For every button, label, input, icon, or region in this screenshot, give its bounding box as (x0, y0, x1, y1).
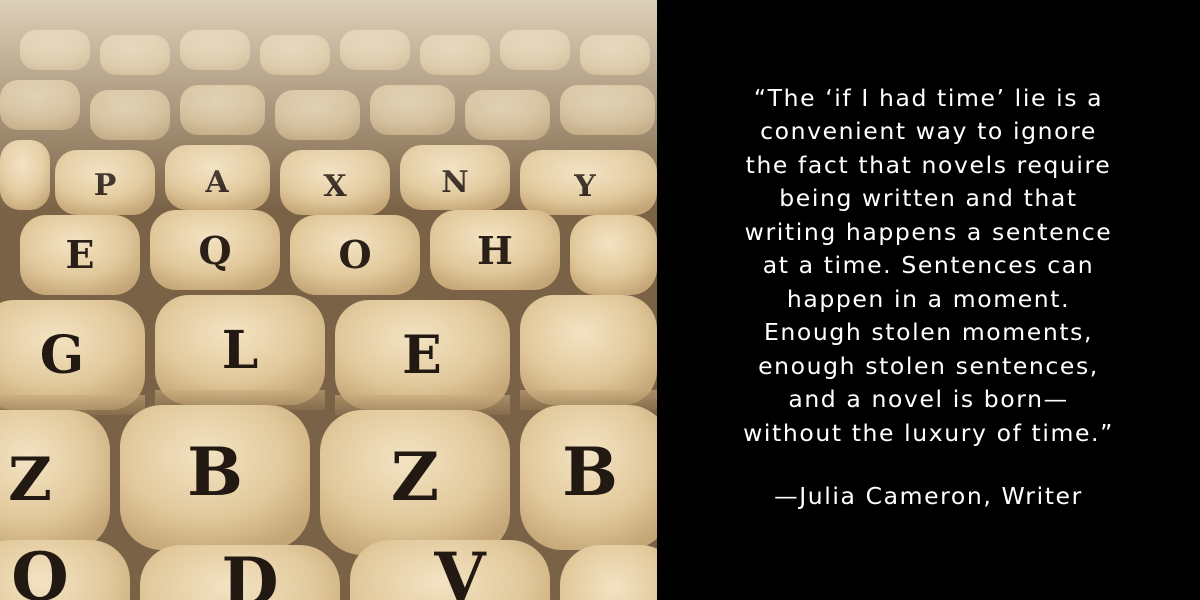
quote-line: Enough stolen moments, (763, 318, 1094, 347)
quote-line: and a novel is born— (788, 385, 1069, 414)
quote-line: without the luxury of time.” (743, 418, 1114, 447)
quote-line: convenient way to ignore (760, 117, 1097, 146)
quote-line: being written and that (779, 184, 1078, 213)
quote-line: happen in a moment. (786, 284, 1071, 313)
quote-line: writing happens a sentence (744, 217, 1113, 246)
quote-attribution: —Julia Cameron, Writer (774, 482, 1083, 511)
quote-text (669, 82, 1189, 451)
quote-panel (657, 0, 1200, 600)
quote-line: the fact that novels require (745, 150, 1112, 179)
quote-line: at a time. Sentences can (762, 251, 1095, 280)
quote-line: “The ‘if I had time’ lie is a (753, 83, 1104, 112)
quote-line: enough stolen sentences, (758, 351, 1099, 380)
